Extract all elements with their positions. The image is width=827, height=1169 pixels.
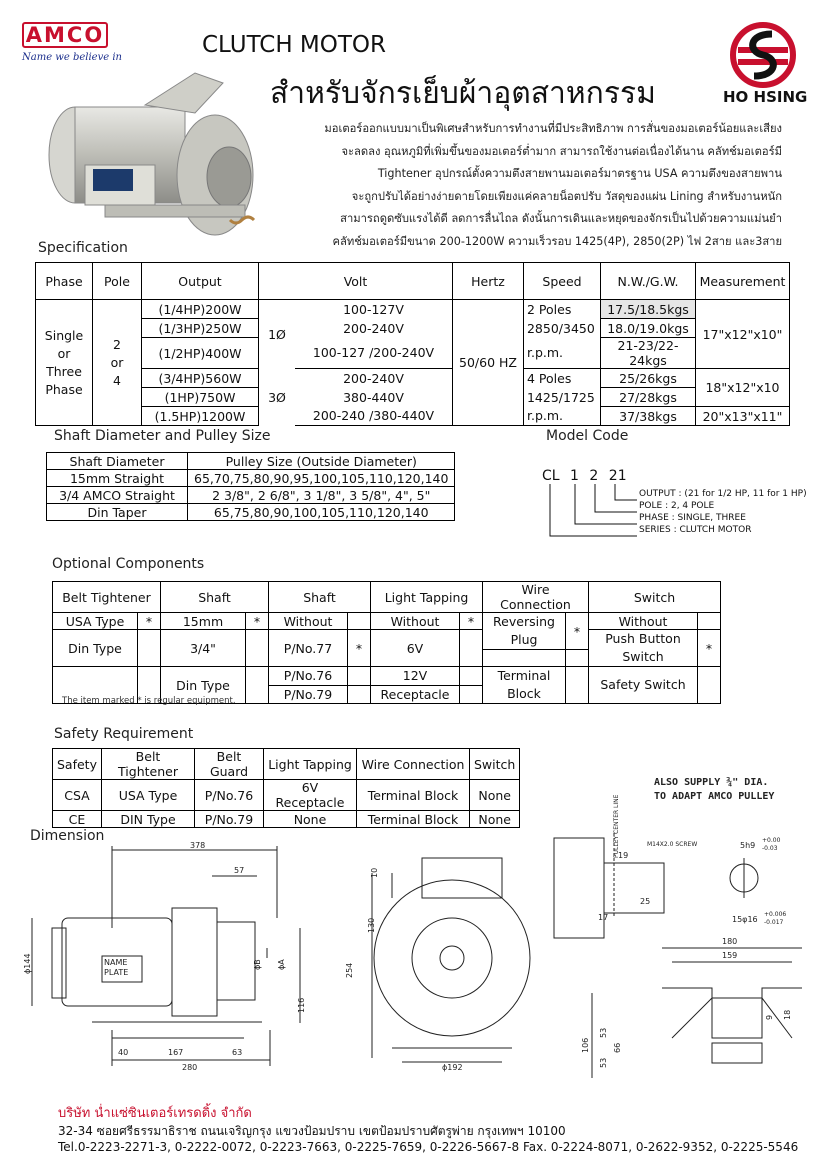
phase-text: Phase bbox=[45, 381, 83, 397]
pole-cell bbox=[93, 300, 142, 426]
desc-line: จะลดลง อุณหภูมิที่เพิ่มขึ้นของมอเตอร์ต่ำมาก สามารถใช้งานต่อเนื่องได้นาน คลัทช์มอเตอร์มี bbox=[341, 144, 782, 158]
table-cell: None bbox=[470, 780, 520, 811]
table-cell: P/No.76 bbox=[195, 780, 264, 811]
phase-text: or bbox=[57, 345, 71, 361]
table-cell: DIN Type bbox=[102, 811, 195, 828]
dim-label: 53 bbox=[599, 1027, 608, 1038]
star: * bbox=[348, 630, 371, 667]
measurement-cell: 18"x12"x10 bbox=[695, 369, 789, 407]
col-pulley: Pulley Size (Outside Diameter) bbox=[188, 453, 455, 470]
clutch-motor-image bbox=[45, 65, 265, 245]
star: * bbox=[698, 630, 721, 667]
dim-label: 57 bbox=[234, 866, 245, 875]
col-switch: Switch bbox=[589, 582, 721, 613]
speed-cell: r.p.m. bbox=[523, 407, 600, 426]
dim-label: 66 bbox=[613, 1042, 622, 1053]
table-row bbox=[53, 811, 520, 828]
table-cell: None bbox=[264, 811, 357, 828]
table-cell bbox=[348, 685, 371, 704]
code-output: 21 bbox=[608, 468, 627, 484]
note-line: ALSO SUPPLY ¾" DIA. bbox=[654, 777, 769, 788]
dim-label: ϕA bbox=[277, 959, 286, 970]
weight-cell: 21-23/22-24kgs bbox=[600, 338, 695, 369]
amco-logo: AMCO bbox=[22, 22, 108, 48]
dim-label: 40 bbox=[118, 1048, 129, 1057]
speed-cell: 2850/3450 bbox=[523, 319, 600, 338]
dim-label: PULLEY CENTER LINE bbox=[613, 794, 620, 858]
legend-line: PHASE : SINGLE, THREE bbox=[639, 513, 746, 523]
table-cell: Receptacle bbox=[371, 685, 460, 704]
col-wire: Wire Connection bbox=[483, 582, 589, 613]
table-cell: Without bbox=[269, 613, 348, 630]
shaft-section-title: Shaft Diameter and Pulley Size bbox=[54, 428, 271, 444]
page-subtitle: สำหรับจักรเย็บผ้าอุตสาหกรรม bbox=[270, 76, 656, 111]
col-belt: Belt Tightener bbox=[102, 749, 195, 780]
speed-cell: 1425/1725 bbox=[523, 388, 600, 407]
weight-cell: 37/38kgs bbox=[600, 407, 695, 426]
phase1-cell: 1Ø bbox=[259, 300, 296, 369]
table-cell bbox=[460, 667, 483, 686]
dim-label: PLATE bbox=[104, 968, 129, 977]
table-cell: 3/4" bbox=[161, 630, 246, 667]
optional-section-title: Optional Components bbox=[52, 556, 205, 572]
company-name: บริษัท น่ำแซ่ซินเตอร์เทรดดิ้ง จำกัด bbox=[58, 1106, 252, 1121]
table-cell: Push Button Switch bbox=[589, 630, 698, 667]
table-cell bbox=[460, 630, 483, 667]
table-row bbox=[47, 470, 455, 487]
col-switch: Switch bbox=[470, 749, 520, 780]
table-cell: 3/4 AMCO Straight bbox=[47, 487, 188, 504]
table-row bbox=[47, 487, 455, 504]
page-title: CLUTCH MOTOR bbox=[202, 32, 387, 58]
table-cell: 12V bbox=[371, 667, 460, 686]
dim-label: 106 bbox=[581, 1037, 590, 1053]
dim-label: 159 bbox=[722, 951, 738, 960]
star: * bbox=[566, 613, 589, 650]
desc-line: Tightener อุปกรณ์ตั้งความตึงสายพานมอเตอร์มาตรฐาน USA ความตึงของสายพาน bbox=[377, 167, 782, 180]
col-safety: Safety bbox=[53, 749, 102, 780]
code-phase: 1 bbox=[570, 468, 579, 484]
star: * bbox=[138, 613, 161, 630]
dim-label: 17 bbox=[598, 913, 609, 922]
dim-label: M14X2.0 SCREW bbox=[647, 841, 698, 848]
table-cell bbox=[483, 650, 566, 667]
table-cell: USA Type bbox=[102, 780, 195, 811]
volt-cell: 200-240V bbox=[295, 319, 452, 338]
dim-label: 254 bbox=[345, 962, 354, 978]
table-row bbox=[36, 407, 790, 426]
table-cell: USA Type bbox=[53, 613, 138, 630]
col-shaft: Shaft Diameter bbox=[47, 453, 188, 470]
dim-label: 280 bbox=[182, 1063, 198, 1072]
table-cell: Terminal Block bbox=[483, 667, 566, 704]
dim-label: 5h9 bbox=[740, 841, 756, 850]
code-series: CL bbox=[542, 468, 560, 484]
pole-text: 4 bbox=[113, 372, 121, 388]
volt-cell: 380-440V bbox=[295, 388, 452, 407]
dim-label: 116 bbox=[297, 997, 306, 1013]
volt-cell: 100-127 /200-240V bbox=[295, 338, 452, 369]
dim-label: 130 bbox=[367, 917, 376, 933]
dim-label: 167 bbox=[168, 1048, 184, 1057]
table-cell: 6V bbox=[371, 630, 460, 667]
table-cell bbox=[348, 667, 371, 686]
volt-cell: 100-127V bbox=[295, 300, 452, 319]
table-cell: Without bbox=[371, 613, 460, 630]
table-cell bbox=[246, 667, 269, 704]
col-pole: Pole bbox=[93, 263, 142, 300]
dim-label: 19 bbox=[618, 851, 629, 860]
dim-label: +0.00 bbox=[762, 837, 781, 844]
table-header-row bbox=[36, 263, 790, 300]
phase-text: Single bbox=[44, 327, 84, 343]
dim-label: +0.006 bbox=[764, 911, 787, 918]
table-cell: 2 3/8", 2 6/8", 3 1/8", 3 5/8", 4", 5" bbox=[188, 487, 455, 504]
table-cell bbox=[460, 685, 483, 704]
star: * bbox=[246, 613, 269, 630]
table-row bbox=[47, 504, 455, 521]
table-row bbox=[53, 630, 721, 650]
speed-cell: r.p.m. bbox=[523, 338, 600, 369]
desc-line: จะถูกปรับได้อย่างง่ายดายโดยเพียงแค่คลายน็อตปรับ วัสดุของแผ่น Lining สำหรับงานหนัก bbox=[351, 189, 782, 203]
col-wire: Wire Connection bbox=[357, 749, 470, 780]
model-code bbox=[542, 468, 627, 484]
table-header-row bbox=[53, 749, 520, 780]
table-cell: Safety Switch bbox=[589, 667, 698, 704]
dim-label: 25 bbox=[640, 897, 651, 906]
measurement-cell: 20"x13"x11" bbox=[695, 407, 789, 426]
optional-table bbox=[52, 581, 721, 704]
phase3-cell: 3Ø bbox=[259, 369, 296, 426]
table-cell bbox=[698, 613, 721, 630]
table-row bbox=[36, 300, 790, 319]
col-light: Light Tapping bbox=[264, 749, 357, 780]
note-line: TO ADAPT AMCO PULLEY bbox=[654, 791, 775, 802]
table-cell bbox=[138, 630, 161, 667]
safety-section-title: Safety Requirement bbox=[54, 726, 194, 742]
star: * bbox=[460, 613, 483, 630]
table-cell: CE bbox=[53, 811, 102, 828]
ho-hsing-logo-icon bbox=[728, 22, 798, 92]
desc-line: สามารถดูดซับแรงได้ดี ลดการลื่นไถล ดังนั้นการเดินและหยุดของจักรเป็นไปด้วยความแม่นยำ bbox=[340, 212, 782, 225]
col-hertz: Hertz bbox=[452, 263, 523, 300]
pole-text: or bbox=[110, 354, 124, 370]
col-speed: Speed bbox=[523, 263, 600, 300]
table-cell: P/No.79 bbox=[269, 685, 348, 704]
hertz-cell: 50/60 HZ bbox=[452, 300, 523, 426]
table-cell: 15mm Straight bbox=[47, 470, 188, 487]
volt-cell: 200-240 /380-440V bbox=[295, 407, 452, 426]
output-cell: (1/4HP)200W bbox=[142, 300, 259, 319]
table-cell: Din Type bbox=[161, 667, 246, 704]
desc-line: มอเตอร์ออกแบบมาเป็นพิเศษสำหรับการทำงานที่มีประสิทธิภาพ การสั่นของมอเตอร์น้อยและเสียง bbox=[324, 122, 782, 135]
phase-text: Three bbox=[46, 363, 82, 379]
output-cell: (3/4HP)560W bbox=[142, 369, 259, 388]
table-cell: None bbox=[470, 811, 520, 828]
table-header-row bbox=[53, 582, 721, 613]
table-cell bbox=[698, 667, 721, 704]
table-cell: Din Taper bbox=[47, 504, 188, 521]
legend-line: SERIES : CLUTCH MOTOR bbox=[639, 525, 752, 535]
table-cell: 65,70,75,80,90,95,100,105,110,120,140 bbox=[188, 470, 455, 487]
dimension-section-title: Dimension bbox=[30, 828, 105, 844]
spec-section-title: Specification bbox=[38, 240, 128, 256]
also-supply-note bbox=[654, 776, 774, 804]
product-description bbox=[262, 118, 782, 253]
table-cell: Without bbox=[589, 613, 698, 630]
dim-label: ϕ144 bbox=[23, 953, 32, 974]
col-weight: N.W./G.W. bbox=[600, 263, 695, 300]
output-cell: (1/3HP)250W bbox=[142, 319, 259, 338]
table-cell: 6V Receptacle bbox=[264, 780, 357, 811]
model-code-lines bbox=[545, 484, 645, 544]
table-row bbox=[36, 369, 790, 388]
table-row bbox=[36, 338, 790, 369]
shaft-table bbox=[46, 452, 455, 521]
table-cell bbox=[566, 667, 589, 704]
table-cell: 15mm bbox=[161, 613, 246, 630]
table-row bbox=[53, 667, 721, 686]
table-cell bbox=[246, 630, 269, 667]
model-code-title: Model Code bbox=[546, 428, 629, 444]
col-volt: Volt bbox=[259, 263, 453, 300]
col-shaft2: Shaft bbox=[269, 582, 371, 613]
tagline: Name we believe in bbox=[22, 52, 122, 63]
dim-label: 53 bbox=[599, 1057, 608, 1068]
dim-label: ϕB bbox=[253, 959, 262, 970]
table-cell: P/No.79 bbox=[195, 811, 264, 828]
code-pole: 2 bbox=[589, 468, 599, 484]
company-phone: Tel.0-2223-2271-3, 0-2222-0072, 0-2223-7663, 0-2225-7659, 0-2226-5667-8 Fax. 0-2224-8071, 0-2622-9352, 0-2225-5546 bbox=[58, 1140, 799, 1154]
table-cell bbox=[566, 650, 589, 667]
regular-equipment-note: The item marked * is regular equipment. bbox=[62, 696, 236, 706]
weight-cell: 27/28kgs bbox=[600, 388, 695, 407]
weight-cell: 25/26kgs bbox=[600, 369, 695, 388]
safety-table bbox=[52, 748, 520, 828]
table-cell: Reversing Plug bbox=[483, 613, 566, 650]
table-cell: P/No.77 bbox=[269, 630, 348, 667]
phase-cell bbox=[36, 300, 93, 426]
legend-line: OUTPUT : (21 for 1/2 HP, 11 for 1 HP) bbox=[639, 489, 807, 499]
col-guard: Belt Guard bbox=[195, 749, 264, 780]
col-light: Light Tapping bbox=[371, 582, 483, 613]
speed-cell: 2 Poles bbox=[523, 300, 600, 319]
table-row bbox=[53, 613, 721, 630]
dim-label: 180 bbox=[722, 937, 738, 946]
company-address: 32-34 ซอยศรีธรรมาธิราช ถนนเจริญกรุง แขวงป้อมปราบ เขตป้อมปราบศัตรูพ่าย กรุงเทพฯ 10100 bbox=[58, 1124, 566, 1138]
table-row bbox=[36, 388, 790, 407]
col-shaft: Shaft bbox=[161, 582, 269, 613]
desc-line: คลัทช์มอเตอร์มีขนาด 200-1200W ความเร็วรอบ 1425(4P), 2850(2P) ไฟ 2สาย และ3สาย bbox=[332, 234, 782, 248]
table-cell: P/No.76 bbox=[269, 667, 348, 686]
dim-label: NAME bbox=[104, 958, 128, 967]
dim-label: 63 bbox=[232, 1048, 243, 1057]
dim-label: 9 bbox=[765, 1014, 774, 1020]
table-row bbox=[36, 319, 790, 338]
table-cell: Terminal Block bbox=[357, 811, 470, 828]
dim-label: 378 bbox=[190, 841, 206, 850]
weight-cell: 17.5/18.5kgs bbox=[600, 300, 695, 319]
ho-hsing-label: HO HSING bbox=[723, 88, 808, 106]
dim-label: 18 bbox=[783, 1009, 792, 1020]
table-cell bbox=[348, 613, 371, 630]
output-cell: (1HP)750W bbox=[142, 388, 259, 407]
pole-text: 2 bbox=[113, 336, 121, 352]
spec-table bbox=[35, 262, 790, 426]
table-cell: 65,75,80,90,100,105,110,120,140 bbox=[188, 504, 455, 521]
dim-label: -0.03 bbox=[762, 845, 778, 852]
measurement-cell: 17"x12"x10" bbox=[695, 300, 789, 369]
table-cell: Terminal Block bbox=[357, 780, 470, 811]
model-code-legend bbox=[639, 488, 807, 536]
col-output: Output bbox=[142, 263, 259, 300]
dim-label: -0.017 bbox=[764, 919, 784, 926]
weight-cell: 18.0/19.0kgs bbox=[600, 319, 695, 338]
col-phase: Phase bbox=[36, 263, 93, 300]
legend-line: POLE : 2, 4 POLE bbox=[639, 501, 715, 511]
dim-label: 10 bbox=[370, 867, 379, 878]
table-row bbox=[53, 780, 520, 811]
table-cell: Din Type bbox=[53, 630, 138, 667]
dim-label: 15φ16 bbox=[732, 915, 758, 924]
col-belt: Belt Tightener bbox=[53, 582, 161, 613]
dim-label: ϕ192 bbox=[442, 1063, 463, 1072]
table-header-row bbox=[47, 453, 455, 470]
table-cell: CSA bbox=[53, 780, 102, 811]
speed-cell: 4 Poles bbox=[523, 369, 600, 388]
output-cell: (1.5HP)1200W bbox=[142, 407, 259, 426]
volt-cell: 200-240V bbox=[295, 369, 452, 388]
output-cell: (1/2HP)400W bbox=[142, 338, 259, 369]
col-measurement: Measurement bbox=[695, 263, 789, 300]
